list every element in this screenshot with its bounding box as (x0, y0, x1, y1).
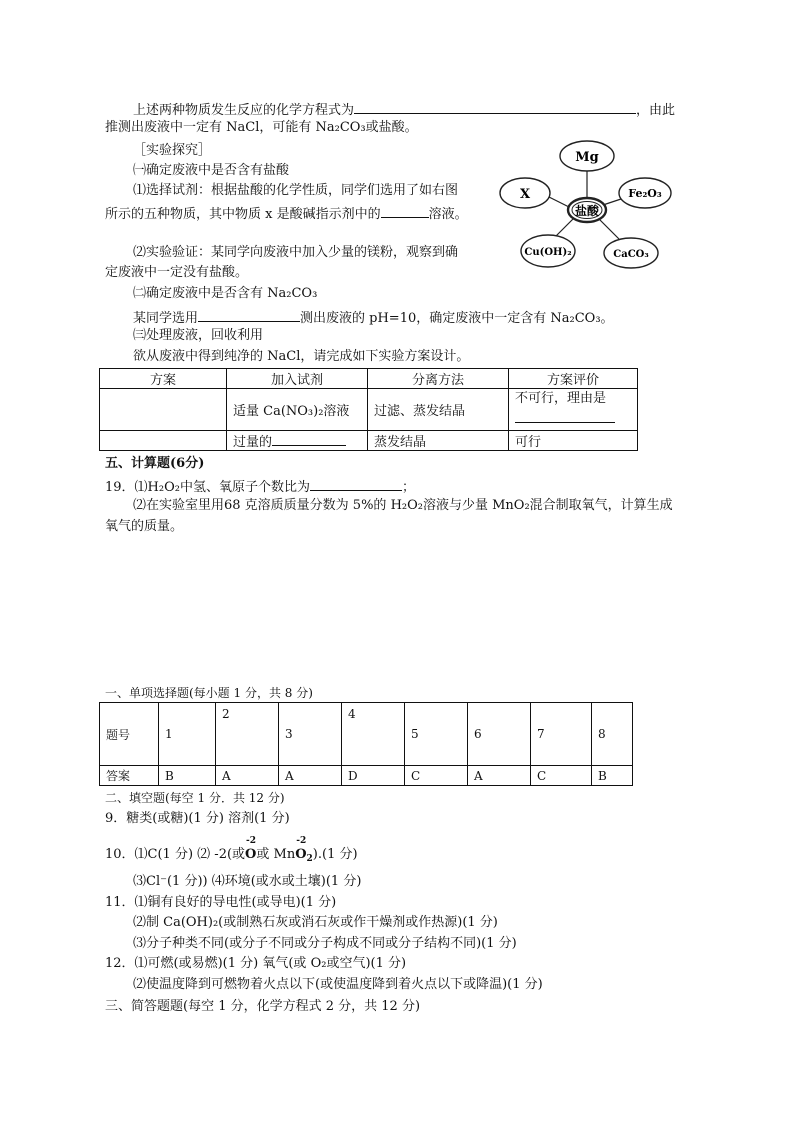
row-label-answer: 答案 (100, 766, 159, 786)
row1-reagent: 适量 Ca(NO₃)₂溶液 (227, 389, 368, 431)
row1-scheme (100, 389, 227, 431)
grid-answer-6: A (468, 766, 531, 786)
grid-answer-2: A (216, 766, 279, 786)
table-row (100, 389, 638, 431)
q3-line: 欲从废液中得到纯净的 NaCl，请完成如下实验方案设计。 (133, 349, 470, 364)
answer-grid (99, 702, 633, 786)
grid-answer-1: B (159, 766, 216, 786)
answer-11-1: 11．⑴铜有良好的导电性(或导电)(1 分) (105, 895, 337, 910)
row2-reagent: 过量的 (227, 431, 368, 451)
grid-answer-4: D (342, 766, 405, 786)
header-scheme: 方案 (100, 369, 227, 389)
scheme-table (99, 368, 638, 451)
answers-sec2-title: 二、填空题(每空 1 分．共 12 分) (105, 791, 285, 805)
grid-number-2: 2 (216, 703, 279, 766)
mg-label: Mg (575, 150, 599, 165)
row2-method: 蒸发结晶 (368, 431, 509, 451)
answer-11-2: ⑵制 Ca(OH)₂(或制熟石灰或消石灰或作干燥剂或作热源)(1 分) (133, 915, 498, 930)
table-row (100, 431, 638, 451)
inference-line: 推测出废液中一定有 NaCl，可能有 Na₂CO₃或盐酸。 (105, 120, 418, 135)
ph-tool-blank[interactable] (198, 307, 300, 322)
table-header-row (100, 369, 638, 389)
q2-title: ㈡确定废液中是否含有 Na₂CO₃ (133, 286, 318, 301)
header-eval: 方案评价 (509, 369, 638, 389)
x-label: X (519, 187, 531, 202)
charge-mark-1: -2 (246, 836, 257, 846)
equation-prompt: 上述两种物质发生反应的化学方程式为 ，由此 (133, 99, 675, 120)
grid-answer-5: C (405, 766, 468, 786)
answers-sec3-title: 三、简答题题(每空 1 分，化学方程式 2 分，共 12 分) (105, 999, 421, 1014)
section5-title: 五、计算题(6分) (105, 456, 205, 471)
grid-number-1: 1 (159, 703, 216, 766)
center-label: 盐酸 (574, 204, 600, 218)
q19-2-line-a: ⑵在实验室里用68 克溶质质量分数为 5%的 H₂O₂溶液与少量 MnO₂混合制取氧气，计算生成 (133, 498, 673, 513)
row-label-number: 题号 (100, 703, 159, 766)
indicator-blank[interactable] (381, 203, 429, 218)
caco3-label: CaCO₃ (613, 249, 649, 260)
grid-answer-8: B (592, 766, 633, 786)
fe2o3-label: Fe₂O₃ (628, 187, 662, 200)
q1-title: ㈠确定废液中是否含有盐酸 (133, 163, 290, 178)
grid-answer-7: C (531, 766, 592, 786)
grid-number-6: 6 (468, 703, 531, 766)
header-method: 分离方法 (368, 369, 509, 389)
reagent-blank[interactable] (272, 431, 346, 446)
q1-1-line-a: ⑴选择试剂：根据盐酸的化学性质，同学们选用了如右图 (133, 183, 459, 198)
answer-11-3: ⑶分子种类不同(或分子不同或分子构成不同或分子结构不同)(1 分) (133, 936, 517, 951)
row2-scheme (100, 431, 227, 451)
header-reagent: 加入试剂 (227, 369, 368, 389)
row1-method: 过滤、蒸发结晶 (368, 389, 509, 431)
q19-2-line-b: 氧气的质量。 (105, 519, 184, 534)
grid-answer-3: A (279, 766, 342, 786)
grid-number-4: 4 (342, 703, 405, 766)
cuoh2-label: Cu(OH)₂ (524, 247, 572, 258)
q1-1-line-b: 所示的五种物质，其中物质 x 是酸碱指示剂中的 溶液。 (105, 203, 468, 224)
q19-1: 19．⑴H₂O₂中氢、氧原子个数比为 ； (105, 476, 415, 497)
grid-number-7: 7 (531, 703, 592, 766)
row2-eval: 可行 (509, 431, 638, 451)
grid-number-8: 8 (592, 703, 633, 766)
answer-10-3: ⑶Cl⁻(1 分)) ⑷环境(或水或土壤)(1 分) (133, 874, 362, 889)
answers-sec1-title: 一、单项选择题(每小题 1 分，共 8 分) (105, 686, 313, 700)
reason-blank[interactable] (515, 408, 615, 423)
q1-2-line-a: ⑵实验验证：某同学向废液中加入少量的镁粉，观察到确 (133, 245, 459, 260)
answer-grid-number-row (100, 703, 633, 766)
q3-title: ㈢处理废液，回收利用 (133, 328, 264, 343)
grid-number-5: 5 (405, 703, 468, 766)
hydrochloric-acid-diagram (495, 135, 675, 275)
answer-10-1: 10．⑴C(1 分) ⑵ -2(或 -2 O或 Mn -2 $O_2).(1$ 分) (105, 846, 358, 868)
answer-12-1: 12．⑴可燃(或易燃)(1 分) 氧气(或 O₂或空气)(1 分) (105, 956, 407, 971)
ratio-blank[interactable] (310, 476, 402, 491)
charge-mark-2: -2 (296, 836, 307, 846)
row1-eval: 不可行，理由是 (509, 389, 638, 431)
answer-grid-answer-row (100, 766, 633, 786)
equation-blank[interactable] (354, 99, 636, 114)
experiment-title: ［实验探究］ (133, 143, 212, 158)
answer-12-2: ⑵使温度降到可燃物着火点以下(或使温度降到着火点以下或降温)(1 分) (133, 977, 543, 992)
q1-2-line-b: 定废液中一定没有盐酸。 (105, 265, 249, 280)
answer-9: 9．糖类(或糖)(1 分) 溶剂(1 分) (105, 811, 290, 826)
q2-line: 某同学选用 测出废液的 pH=10，确定废液中一定含有 Na₂CO₃。 (133, 307, 614, 328)
grid-number-3: 3 (279, 703, 342, 766)
